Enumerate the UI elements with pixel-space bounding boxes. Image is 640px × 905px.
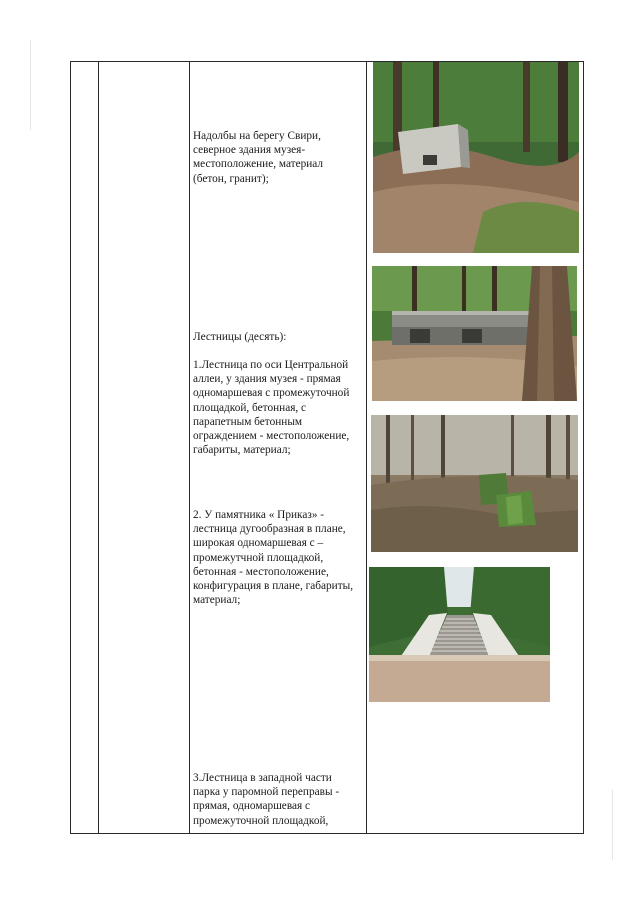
entry-stairs-heading: Лестницы (десять): (193, 331, 287, 343)
scan-artifact-left (30, 40, 31, 130)
column-divider-3 (366, 61, 367, 834)
entry-nadolby: Надолбы на берегу Свири, северное здания музея- местоположение, материал (бетон, гранит); (193, 130, 324, 185)
entry-stair-1: 1.Лестница по оси Центральной аллеи, у здания музея - прямая одномаршевая с промежуточной площадкой, бетонная, с парапетным бетонным ограждением - местоположение, габариты, материал; (193, 359, 350, 457)
photo-concrete-block (373, 62, 579, 253)
column-divider-1 (98, 61, 99, 834)
scan-artifact-right (612, 790, 613, 860)
entry-stair-3: 3.Лестница в западной части парка у паромной переправы - прямая, одномаршевая с промежуточной площадкой, (193, 772, 340, 827)
table-right-border (583, 61, 584, 834)
photo-staircase (369, 567, 550, 702)
photo-concrete-obstacle (372, 266, 577, 401)
column-divider-2 (189, 61, 190, 834)
table-left-border (70, 61, 71, 834)
entry-stair-2: 2. У памятника « Приказ» - лестница дугообразная в плане, широкая одномаршевая с – промежутчной площадкой, бетонная - местоположение, конфигурация в плане, габариты, материал; (193, 509, 354, 607)
photo-moss-blocks (371, 415, 578, 552)
table-bottom-border (70, 833, 584, 834)
